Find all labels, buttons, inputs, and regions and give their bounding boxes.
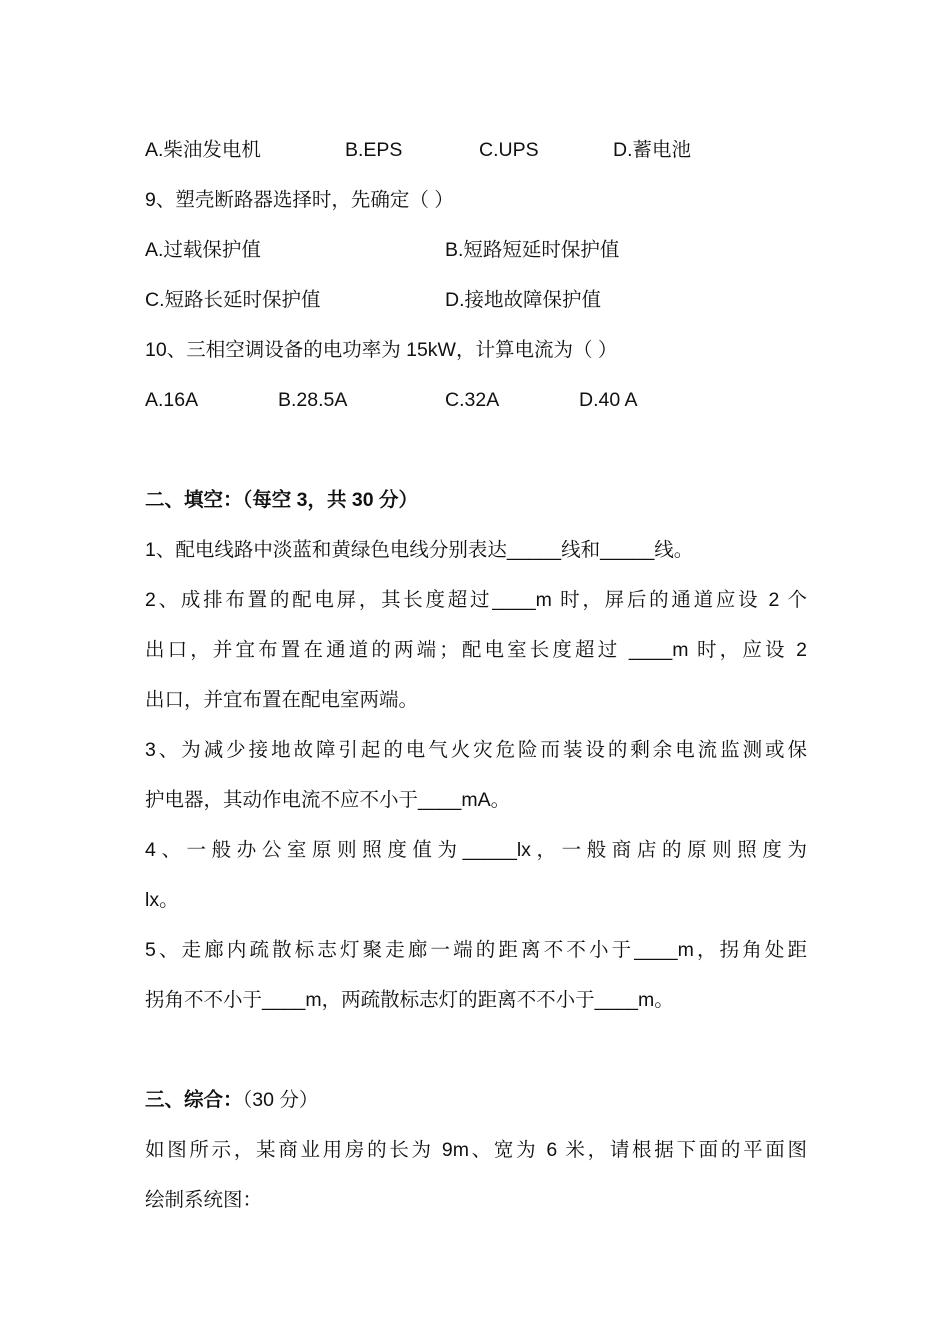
section-3-heading <box>145 1085 807 1115</box>
option-d: D.蓄电池 <box>613 139 692 161</box>
question-9-options-row-2 <box>145 285 807 315</box>
option-d: D.接地故障保护值 <box>445 289 602 311</box>
question-9-text: 9、塑壳断路器选择时，先确定（ ） <box>145 189 454 211</box>
fill-blank-line: 5、走廊内疏散标志灯聚走廊一端的距离不不小于____m，拐角处距 <box>145 939 807 961</box>
section-3-heading-label: 三、综合： <box>145 1089 243 1111</box>
section-2-heading: 二、填空：（每空 3，共 30 分） <box>145 489 419 511</box>
section-3-heading-score: （30 分） <box>242 1089 319 1111</box>
option-a: A.柴油发电机 <box>145 139 261 161</box>
option-a: A.过载保护值 <box>145 239 261 261</box>
fill-blank-line: 1、配电线路中淡蓝和黄绿色电线分别表达_____线和_____线。 <box>145 539 694 561</box>
option-c: C.32A <box>445 389 500 411</box>
section-3-text: 绘制系统图： <box>145 1189 263 1211</box>
fill-blank-line: 3、为减少接地故障引起的电气火灾危险而装设的剩余电流监测或保 <box>145 739 807 761</box>
option-c: C.短路长延时保护值 <box>145 289 321 311</box>
option-c: C.UPS <box>479 139 539 161</box>
option-b: B.短路短延时保护值 <box>445 239 620 261</box>
option-d: D.40 A <box>579 389 638 411</box>
option-a: A.16A <box>145 389 199 411</box>
option-b: B.EPS <box>345 139 403 161</box>
fill-blank-line: 出口，并宜布置在配电室两端。 <box>145 689 419 711</box>
question-8-options <box>145 135 807 165</box>
fill-blank-line: lx。 <box>145 889 179 911</box>
question-10-text: 10、三相空调设备的电功率为 15kW，计算电流为（ ） <box>145 339 618 361</box>
fill-blank-line: 护电器，其动作电流不应不小于____mA。 <box>145 789 511 811</box>
question-10-options <box>145 385 807 415</box>
fill-blank-line: 出口，并宜布置在通道的两端；配电室长度超过 ____m 时，应设 2 <box>145 639 807 661</box>
fill-blank-line: 2、成排布置的配电屏，其长度超过____m 时，屏后的通道应设 2 个 <box>145 589 807 611</box>
section-3-text: 如图所示，某商业用房的长为 9m、宽为 6 米，请根据下面的平面图 <box>145 1139 807 1161</box>
fill-blank-line: 拐角不不小于____m，两疏散标志灯的距离不不小于____m。 <box>145 989 674 1011</box>
fill-blank-line: 4、一般办公室原则照度值为_____lx，一般商店的原则照度为 <box>145 839 807 861</box>
question-9-options-row-1 <box>145 235 807 265</box>
option-b: B.28.5A <box>278 389 348 411</box>
